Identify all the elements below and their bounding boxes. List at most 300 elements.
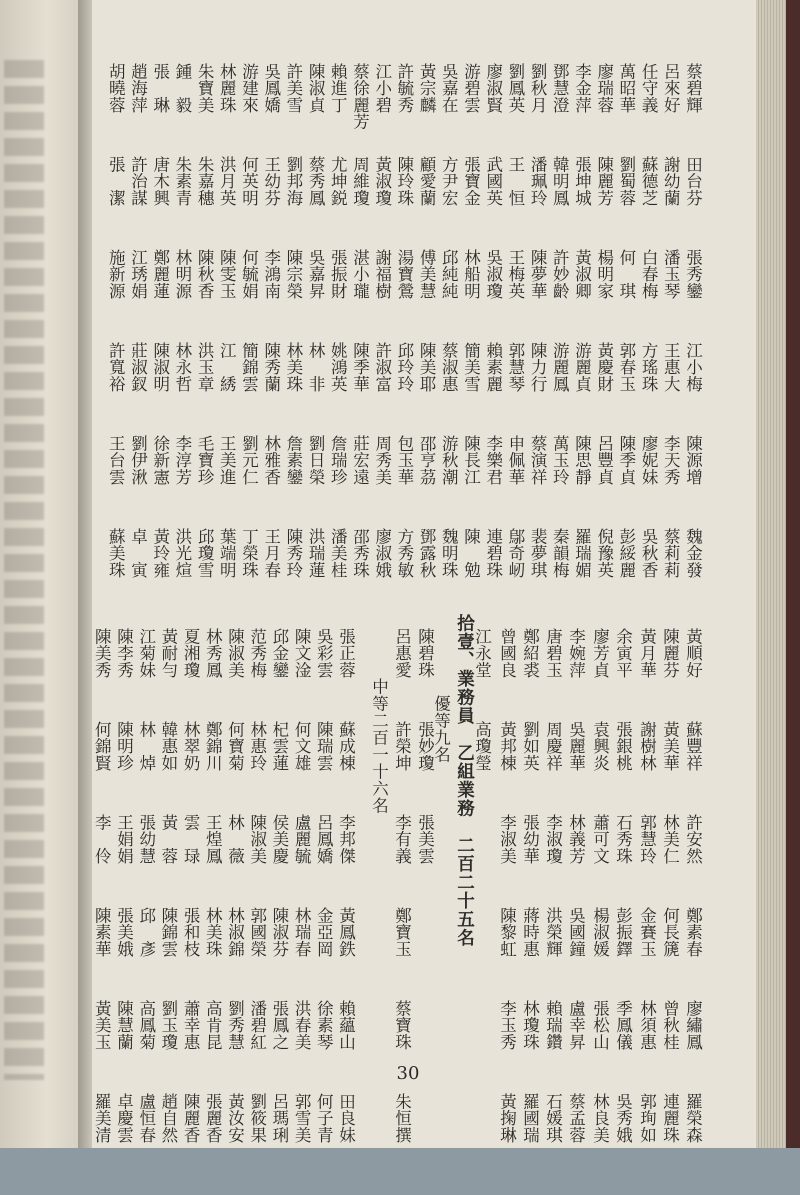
staff-name: 何長篪 bbox=[660, 907, 680, 958]
staff-name: 游建來 bbox=[239, 63, 259, 114]
staff-name: 盧幸昇 bbox=[566, 1000, 586, 1051]
staff-name: 武國英 bbox=[483, 156, 503, 207]
staff-name: 黃順好 bbox=[683, 628, 703, 679]
staff-name: 郭雪美 bbox=[292, 1093, 312, 1144]
staff-name: 吳秋香 bbox=[639, 528, 659, 579]
staff-name: 高鳳菊 bbox=[136, 1000, 156, 1051]
staff-name: 楊明家 bbox=[594, 249, 614, 300]
staff-name: 陳思靜 bbox=[572, 435, 592, 486]
staff-name: 毛寶珍 bbox=[195, 435, 215, 486]
staff-name: 施新源 bbox=[106, 249, 126, 300]
staff-name: 呂來好 bbox=[661, 63, 681, 114]
staff-name: 夏湘瓊 bbox=[181, 628, 201, 679]
staff-name: 陳麗芬 bbox=[660, 628, 680, 679]
staff-name: 尤坤鋭 bbox=[328, 156, 348, 207]
staff-name: 黃玲雍 bbox=[150, 528, 170, 579]
staff-name: 李天秀 bbox=[661, 435, 681, 486]
staff-name: 張正蓉 bbox=[336, 628, 356, 679]
staff-name: 連麗珠 bbox=[660, 1093, 680, 1144]
staff-name: 劉秀慧 bbox=[225, 1000, 245, 1051]
staff-name: 邵亨茘 bbox=[417, 435, 437, 486]
staff-name: 林瑞春 bbox=[292, 907, 312, 958]
staff-name: 陳麗香 bbox=[181, 1093, 201, 1144]
staff-name: 季鳳儀 bbox=[613, 1000, 633, 1051]
staff-name: 張坤城 bbox=[572, 156, 592, 207]
staff-name: 游碧雲 bbox=[461, 63, 481, 114]
staff-name: 陳錦雲 bbox=[158, 907, 178, 958]
staff-name: 黃美玉 bbox=[92, 1000, 112, 1051]
staff-name: 陳麗芳 bbox=[594, 156, 614, 207]
staff-name: 郭珣如 bbox=[637, 1093, 657, 1144]
staff-name: 魏金發 bbox=[683, 528, 703, 579]
staff-name: 蔡寶珠 bbox=[392, 1000, 412, 1051]
staff-name: 雲 琭 bbox=[181, 814, 201, 865]
staff-name: 張麗香 bbox=[203, 1093, 223, 1144]
staff-name: 顧愛蘭 bbox=[417, 156, 437, 207]
staff-name: 李 伶 bbox=[92, 814, 112, 865]
staff-name: 蘇美珠 bbox=[106, 528, 126, 579]
staff-name: 曾國良 bbox=[497, 628, 517, 679]
staff-name: 林船明 bbox=[461, 249, 481, 300]
staff-name: 魏明珠 bbox=[439, 528, 459, 579]
staff-name: 萬昭華 bbox=[616, 63, 636, 114]
staff-name: 王幼芬 bbox=[261, 156, 281, 207]
staff-name: 蔡演祥 bbox=[528, 435, 548, 486]
staff-name: 江菊妹 bbox=[136, 628, 156, 679]
staff-name: 林明源 bbox=[172, 249, 192, 300]
staff-name: 林須惠 bbox=[637, 1000, 657, 1051]
staff-name: 黃美華 bbox=[660, 721, 680, 772]
staff-name: 周秀美 bbox=[372, 435, 392, 486]
staff-name: 陳季華 bbox=[350, 342, 370, 393]
staff-name: 廖妮妹 bbox=[639, 435, 659, 486]
staff-name: 莊宏遠 bbox=[350, 435, 370, 486]
staff-name: 陳淑貞 bbox=[306, 63, 326, 114]
staff-name: 林永哲 bbox=[172, 342, 192, 393]
staff-name: 許淑富 bbox=[372, 342, 392, 393]
staff-name: 姚鴻英 bbox=[328, 342, 348, 393]
staff-name: 陳淑明 bbox=[150, 342, 170, 393]
staff-name: 潘珮玲 bbox=[528, 156, 548, 207]
staff-name: 李鴻南 bbox=[261, 249, 281, 300]
staff-name: 李樂君 bbox=[483, 435, 503, 486]
staff-name: 蔡秀鳳 bbox=[306, 156, 326, 207]
staff-name: 黃邦棟 bbox=[497, 721, 517, 772]
staff-name: 張寶金 bbox=[461, 156, 481, 207]
staff-name: 卓慶雲 bbox=[114, 1093, 134, 1144]
staff-name: 徐新憲 bbox=[150, 435, 170, 486]
staff-name: 湛小瓏 bbox=[350, 249, 370, 300]
staff-name: 曾秋桂 bbox=[660, 1000, 680, 1051]
staff-name: 陳黎虹 bbox=[497, 907, 517, 958]
staff-name: 林良美 bbox=[590, 1093, 610, 1144]
staff-name: 鄧露秋 bbox=[417, 528, 437, 579]
staff-name: 洪春美 bbox=[292, 1000, 312, 1051]
staff-name: 劉秋月 bbox=[528, 63, 548, 114]
staff-name: 周維瓊 bbox=[350, 156, 370, 207]
staff-name: 蘇豐祥 bbox=[683, 721, 703, 772]
staff-name: 王美進 bbox=[217, 435, 237, 486]
staff-name: 胡曉蓉 bbox=[106, 63, 126, 114]
staff-name: 洪瑞蓮 bbox=[306, 528, 326, 579]
staff-name: 陳淑美 bbox=[247, 814, 267, 865]
staff-name: 裴夢琪 bbox=[528, 528, 548, 579]
staff-name: 彭綏麗 bbox=[616, 528, 636, 579]
staff-name: 趙自然 bbox=[158, 1093, 178, 1144]
staff-name: 林雅香 bbox=[261, 435, 281, 486]
staff-name: 潘美桂 bbox=[328, 528, 348, 579]
staff-name: 鍾 毅 bbox=[172, 63, 192, 114]
staff-name: 黃汝安 bbox=[225, 1093, 245, 1144]
staff-name: 杞雲蓮 bbox=[269, 721, 289, 772]
staff-name: 陳淑芬 bbox=[269, 907, 289, 958]
staff-name: 黃耐勻 bbox=[158, 628, 178, 679]
staff-name: 林美珠 bbox=[283, 342, 303, 393]
staff-name: 何子青 bbox=[314, 1093, 334, 1144]
staff-name: 劉蜀蓉 bbox=[616, 156, 636, 207]
staff-name: 鄧慧澄 bbox=[550, 63, 570, 114]
staff-name: 張幼華 bbox=[520, 814, 540, 865]
staff-name: 金賽玉 bbox=[637, 907, 657, 958]
staff-name: 陳玲珠 bbox=[394, 156, 414, 207]
staff-name: 江琇娟 bbox=[128, 249, 148, 300]
staff-name: 林惠玲 bbox=[247, 721, 267, 772]
staff-name: 張 潔 bbox=[106, 156, 126, 207]
staff-name: 王梅英 bbox=[505, 249, 525, 300]
staff-name: 張秀鑾 bbox=[683, 249, 703, 300]
staff-name: 蔡徐麗芳 bbox=[350, 63, 370, 130]
staff-name: 廖芳貞 bbox=[590, 628, 610, 679]
staff-name: 邱金鑾 bbox=[269, 628, 289, 679]
staff-name: 朱寶美 bbox=[195, 63, 215, 114]
staff-name: 陳素華 bbox=[92, 907, 112, 958]
staff-name: 白春梅 bbox=[639, 249, 659, 300]
staff-name: 蔡淑惠 bbox=[439, 342, 459, 393]
staff-name: 彭振鐸 bbox=[613, 907, 633, 958]
staff-name: 林瓊珠 bbox=[520, 1000, 540, 1051]
staff-name: 王台雲 bbox=[106, 435, 126, 486]
staff-name: 林美仁 bbox=[660, 814, 680, 865]
staff-name: 羅榮森 bbox=[683, 1093, 703, 1144]
staff-name: 高瓊瑩 bbox=[472, 721, 492, 772]
staff-name: 劉鳳英 bbox=[505, 63, 525, 114]
staff-name: 鄭素春 bbox=[683, 907, 703, 958]
staff-name: 王 恒 bbox=[505, 156, 525, 207]
staff-name: 郭慧琴 bbox=[505, 342, 525, 393]
staff-name: 陳秀蘭 bbox=[261, 342, 281, 393]
staff-name: 陳夢華 bbox=[528, 249, 548, 300]
staff-name: 吳麗華 bbox=[566, 721, 586, 772]
staff-name: 游麗鳳 bbox=[550, 342, 570, 393]
staff-name: 朱素青 bbox=[172, 156, 192, 207]
staff-name: 高肯昆 bbox=[203, 1000, 223, 1051]
staff-name: 陳慧蘭 bbox=[114, 1000, 134, 1051]
staff-name: 方瑤珠 bbox=[639, 342, 659, 393]
staff-name: 侯美慶 bbox=[269, 814, 289, 865]
staff-name: 李淑美 bbox=[497, 814, 517, 865]
staff-name: 蔡碧輝 bbox=[683, 63, 703, 114]
page-number: 30 bbox=[396, 1063, 420, 1084]
staff-name: 朱嘉穗 bbox=[195, 156, 215, 207]
staff-name: 邱玲玲 bbox=[394, 342, 414, 393]
staff-name: 黃鳳鉄 bbox=[336, 907, 356, 958]
staff-name: 蔡莉莉 bbox=[661, 528, 681, 579]
staff-name: 李金萍 bbox=[572, 63, 592, 114]
staff-name: 石秀珠 bbox=[613, 814, 633, 865]
staff-name: 邱 彥 bbox=[136, 907, 156, 958]
staff-name: 陳明珍 bbox=[114, 721, 134, 772]
staff-name: 呂瑪琍 bbox=[269, 1093, 289, 1144]
staff-name: 張美雲 bbox=[415, 814, 435, 865]
staff-name: 包玉華 bbox=[394, 435, 414, 486]
staff-name: 陳季貞 bbox=[616, 435, 636, 486]
staff-name: 盧恒春 bbox=[136, 1093, 156, 1144]
staff-name: 葉端明 bbox=[217, 528, 237, 579]
staff-name: 吳嘉昇 bbox=[306, 249, 326, 300]
staff-name: 任守義 bbox=[639, 63, 659, 114]
staff-name: 吳彩雲 bbox=[314, 628, 334, 679]
staff-name: 陳美耶 bbox=[417, 342, 437, 393]
staff-name: 楊淑媛 bbox=[590, 907, 610, 958]
staff-name: 萬玉玲 bbox=[550, 435, 570, 486]
staff-name: 郭春玉 bbox=[616, 342, 636, 393]
staff-name: 洪榮輝 bbox=[543, 907, 563, 958]
staff-name: 唐碧玉 bbox=[543, 628, 563, 679]
staff-name: 黃月華 bbox=[637, 628, 657, 679]
staff-name: 鄔奇屻 bbox=[505, 528, 525, 579]
staff-name: 唐木興 bbox=[150, 156, 170, 207]
staff-name: 廖瑞蓉 bbox=[594, 63, 614, 114]
staff-name: 傅美慧 bbox=[417, 249, 437, 300]
staff-name: 詹瑞珍 bbox=[328, 435, 348, 486]
staff-name: 申佩華 bbox=[505, 435, 525, 486]
staff-name: 黃掬琳 bbox=[497, 1093, 517, 1144]
staff-name: 陳長江 bbox=[461, 435, 481, 486]
staff-name: 王月春 bbox=[261, 528, 281, 579]
staff-name: 何英明 bbox=[239, 156, 259, 207]
staff-name: 陳源增 bbox=[683, 435, 703, 486]
staff-name: 鄭寶玉 bbox=[392, 907, 412, 958]
staff-name: 張妙瓊 bbox=[415, 721, 435, 772]
staff-name: 蕭幸惠 bbox=[181, 1000, 201, 1051]
staff-name: 秦韻梅 bbox=[550, 528, 570, 579]
staff-name: 謝幼蘭 bbox=[661, 156, 681, 207]
staff-name: 廖淑賢 bbox=[483, 63, 503, 114]
staff-name: 潘玉琴 bbox=[661, 249, 681, 300]
staff-name: 劉筱果 bbox=[247, 1093, 267, 1144]
staff-name: 賴進丁 bbox=[328, 63, 348, 114]
staff-name: 陳宗榮 bbox=[283, 249, 303, 300]
staff-name: 李婉萍 bbox=[566, 628, 586, 679]
staff-name: 石媛琪 bbox=[543, 1093, 563, 1144]
staff-name: 郭慧玲 bbox=[637, 814, 657, 865]
staff-name: 江 綉 bbox=[217, 342, 237, 393]
staff-name: 蘇成棟 bbox=[336, 721, 356, 772]
staff-name: 方秀敏 bbox=[394, 528, 414, 579]
staff-name: 田良妹 bbox=[336, 1093, 356, 1144]
staff-name: 田台芬 bbox=[683, 156, 703, 207]
staff-name: 黃慶財 bbox=[594, 342, 614, 393]
honor-subheading: 優等九名 bbox=[431, 695, 451, 763]
staff-name: 李玉秀 bbox=[497, 1000, 517, 1051]
staff-name: 湯寶鶯 bbox=[394, 249, 414, 300]
staff-name: 卓 寅 bbox=[128, 528, 148, 579]
staff-name: 李邦傑 bbox=[336, 814, 356, 865]
section-heading: 拾壹、業務員 乙組業務 二百二十五名 bbox=[454, 614, 475, 947]
staff-name: 陳淑美 bbox=[225, 628, 245, 679]
staff-name: 林美珠 bbox=[203, 907, 223, 958]
staff-name: 莊淑釵 bbox=[128, 342, 148, 393]
staff-name: 林秀鳳 bbox=[203, 628, 223, 679]
staff-name: 許寬裕 bbox=[106, 342, 126, 393]
staff-name: 吳淑瓊 bbox=[483, 249, 503, 300]
staff-name: 邱瓊雪 bbox=[195, 528, 215, 579]
background-surface bbox=[0, 1148, 800, 1195]
staff-name: 劉玉瓊 bbox=[158, 1000, 178, 1051]
staff-name: 何文雄 bbox=[292, 721, 312, 772]
staff-name: 陳雯玉 bbox=[217, 249, 237, 300]
staff-name: 劉如英 bbox=[520, 721, 540, 772]
staff-name: 張美娥 bbox=[114, 907, 134, 958]
staff-name: 何 琪 bbox=[616, 249, 636, 300]
staff-name: 謝樹林 bbox=[637, 721, 657, 772]
staff-name: 陳李秀 bbox=[114, 628, 134, 679]
staff-name: 劉日榮 bbox=[306, 435, 326, 486]
staff-name: 陳瑞雲 bbox=[314, 721, 334, 772]
staff-name: 陳力行 bbox=[528, 342, 548, 393]
staff-name: 許美雪 bbox=[283, 63, 303, 114]
staff-name: 謝福樹 bbox=[372, 249, 392, 300]
staff-name: 黃淑瓊 bbox=[372, 156, 392, 207]
staff-name: 趙海萍 bbox=[128, 63, 148, 114]
staff-name: 羅美清 bbox=[92, 1093, 112, 1144]
staff-name: 何錦賢 bbox=[92, 721, 112, 772]
staff-name: 劉元仁 bbox=[239, 435, 259, 486]
staff-name: 林義芳 bbox=[566, 814, 586, 865]
staff-name: 蔣時惠 bbox=[520, 907, 540, 958]
staff-name: 吳嘉在 bbox=[439, 63, 459, 114]
staff-name: 陳碧珠 bbox=[415, 628, 435, 679]
staff-name: 林淑錦 bbox=[225, 907, 245, 958]
staff-name: 洪玉章 bbox=[195, 342, 215, 393]
staff-name: 張幼慧 bbox=[136, 814, 156, 865]
staff-name: 許治謀 bbox=[128, 156, 148, 207]
staff-name: 張鳳之 bbox=[269, 1000, 289, 1051]
staff-name: 王娟娟 bbox=[114, 814, 134, 865]
staff-name: 蔡孟蓉 bbox=[566, 1093, 586, 1144]
staff-name: 江小碧 bbox=[372, 63, 392, 114]
staff-name: 許安然 bbox=[683, 814, 703, 865]
staff-name: 陳秀玲 bbox=[283, 528, 303, 579]
staff-name: 簡美雪 bbox=[461, 342, 481, 393]
staff-name: 廖淑娥 bbox=[372, 528, 392, 579]
staff-name: 盧麗毓 bbox=[292, 814, 312, 865]
staff-name: 劉邦海 bbox=[283, 156, 303, 207]
staff-name: 蘇德芝 bbox=[639, 156, 659, 207]
staff-name: 陳美秀 bbox=[92, 628, 112, 679]
staff-name: 張 琳 bbox=[150, 63, 170, 114]
staff-name: 江小梅 bbox=[683, 342, 703, 393]
staff-name: 吳國鐘 bbox=[566, 907, 586, 958]
staff-name: 游麗貞 bbox=[572, 342, 592, 393]
staff-name: 呂鳳嬌 bbox=[314, 814, 334, 865]
staff-name: 江永堂 bbox=[472, 628, 492, 679]
staff-name: 鄭紹裘 bbox=[520, 628, 540, 679]
staff-name: 洪月英 bbox=[217, 156, 237, 207]
staff-name: 羅國瑞 bbox=[520, 1093, 540, 1144]
left-page-edge bbox=[0, 0, 78, 1195]
staff-name: 陳文淦 bbox=[292, 628, 312, 679]
staff-name: 陳 勉 bbox=[461, 528, 481, 579]
staff-name: 黃淑卿 bbox=[572, 249, 592, 300]
staff-name: 賴瑞鑽 bbox=[543, 1000, 563, 1051]
mid-subheading: 中等二百一十六名 bbox=[369, 678, 389, 814]
staff-name: 許妙齡 bbox=[550, 249, 570, 300]
staff-name: 林 非 bbox=[306, 342, 326, 393]
staff-name: 李淑瓊 bbox=[543, 814, 563, 865]
staff-name: 洪光煊 bbox=[172, 528, 192, 579]
staff-name: 羅瑞媚 bbox=[572, 528, 592, 579]
staff-name: 周慶祥 bbox=[543, 721, 563, 772]
book-gutter bbox=[78, 0, 92, 1195]
staff-name: 李淳芳 bbox=[172, 435, 192, 486]
staff-name: 方尹宏 bbox=[439, 156, 459, 207]
staff-name: 徐素琴 bbox=[314, 1000, 334, 1051]
staff-name: 袁興炎 bbox=[590, 721, 610, 772]
staff-name: 吳鳳嬌 bbox=[261, 63, 281, 114]
staff-name: 吳秀娥 bbox=[613, 1093, 633, 1144]
staff-name: 邵秀珠 bbox=[350, 528, 370, 579]
staff-name: 簡錦雲 bbox=[239, 342, 259, 393]
staff-name: 許毓秀 bbox=[394, 63, 414, 114]
staff-name: 韓明鳳 bbox=[550, 156, 570, 207]
staff-name: 張銀桃 bbox=[613, 721, 633, 772]
staff-name: 李有義 bbox=[392, 814, 412, 865]
staff-name: 賴素麗 bbox=[483, 342, 503, 393]
staff-name: 鄭麗蓮 bbox=[150, 249, 170, 300]
staff-name: 何寶菊 bbox=[225, 721, 245, 772]
staff-name: 黃 蓉 bbox=[158, 814, 178, 865]
staff-name: 王惠大 bbox=[661, 342, 681, 393]
staff-name: 林 薇 bbox=[225, 814, 245, 865]
staff-name: 何毓娟 bbox=[239, 249, 259, 300]
staff-name: 呂豐貞 bbox=[594, 435, 614, 486]
staff-name: 朱恒撰 bbox=[392, 1093, 412, 1144]
staff-name: 陳秋香 bbox=[195, 249, 215, 300]
staff-name: 連碧珠 bbox=[483, 528, 503, 579]
staff-name: 鄭錦川 bbox=[203, 721, 223, 772]
staff-name: 劉伊湫 bbox=[128, 435, 148, 486]
staff-name: 張松山 bbox=[590, 1000, 610, 1051]
staff-name: 呂惠愛 bbox=[392, 628, 412, 679]
staff-name: 林翠奶 bbox=[181, 721, 201, 772]
staff-name: 張和枝 bbox=[181, 907, 201, 958]
staff-name: 丁榮珠 bbox=[239, 528, 259, 579]
staff-name: 張振財 bbox=[328, 249, 348, 300]
staff-name: 賴蘊山 bbox=[336, 1000, 356, 1051]
book-cover-edge bbox=[786, 0, 800, 1195]
staff-name: 黃宗麟 bbox=[417, 63, 437, 114]
staff-name: 詹素鑾 bbox=[283, 435, 303, 486]
staff-name: 潘碧紅 bbox=[247, 1000, 267, 1051]
staff-name: 倪豫英 bbox=[594, 528, 614, 579]
staff-name: 許榮坤 bbox=[392, 721, 412, 772]
staff-name: 韓惠如 bbox=[158, 721, 178, 772]
staff-name: 林麗珠 bbox=[217, 63, 237, 114]
staff-name: 余寅平 bbox=[613, 628, 633, 679]
staff-name: 王煌鳳 bbox=[203, 814, 223, 865]
staff-name: 蕭可文 bbox=[590, 814, 610, 865]
